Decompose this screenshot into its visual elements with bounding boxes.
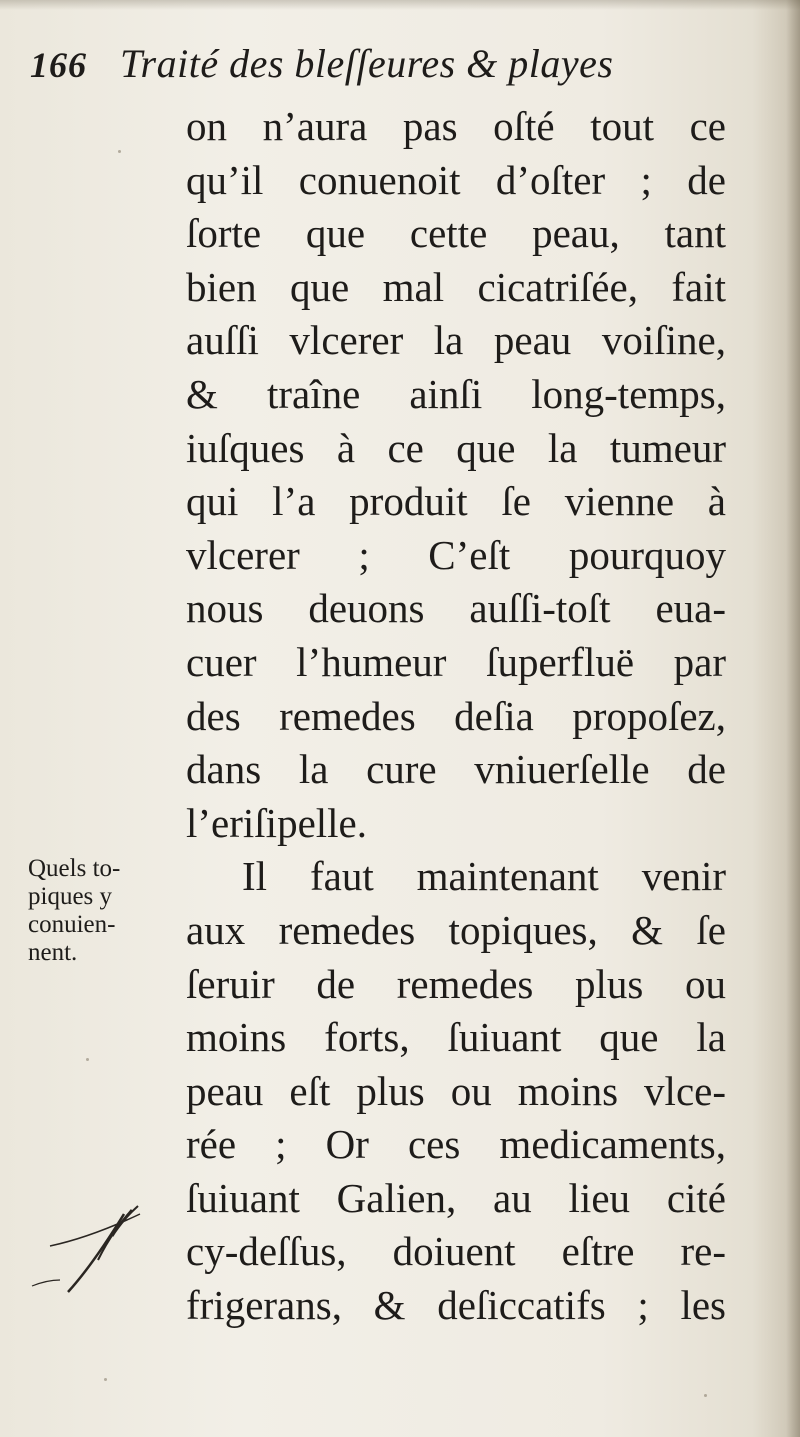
text-line: cy-deſſus, doiuent eſtre re- — [186, 1228, 726, 1275]
top-edge-shadow — [0, 0, 800, 10]
text-line: & traîne ainſi long-temps, — [186, 370, 726, 417]
text-line: auſſi vlcerer la peau voiſine, — [186, 317, 726, 364]
text-line: rée ; Or ces medicaments, — [186, 1121, 726, 1168]
text-line: on n’aura pas oſté tout ce — [186, 103, 726, 149]
text-line: qui l’a produit ſe vienne à — [186, 478, 726, 525]
paper-speck — [104, 1378, 107, 1381]
text-line: Il faut maintenant venir — [242, 853, 726, 900]
text-line: iuſques à ce que la tumeur — [186, 424, 726, 471]
margin-note-line: nent. — [28, 939, 78, 966]
binding-edge-shadow — [786, 0, 800, 1437]
text-line: nous deuons auſſi-toſt eua- — [186, 585, 726, 632]
handwritten-flourish-mark — [28, 1200, 168, 1300]
text-line: vlcerer ; C’eſt pourquoy — [186, 531, 726, 578]
text-line: moins forts, ſuiuant que la — [186, 1014, 726, 1061]
margin-note-line: piques y — [28, 883, 113, 910]
text-line: ſeruir de remedes plus ou — [186, 960, 726, 1007]
paper-speck — [118, 150, 121, 153]
margin-note-line: Quels to- — [28, 855, 121, 882]
page-number: 166 — [30, 45, 87, 85]
paper-speck — [704, 1394, 707, 1397]
running-head: Traité des bleſſeures & playes — [120, 41, 614, 86]
text-line: qu’il conuenoit d’oſter ; de — [186, 156, 726, 203]
text-line: ſorte que cette peau, tant — [186, 210, 726, 257]
text-line: des remedes deſia propoſez, — [186, 692, 726, 739]
text-line: cuer l’humeur ſuperfluë par — [186, 638, 726, 685]
margin-note — [28, 855, 120, 967]
text-line: aux remedes topiques, & ſe — [186, 906, 726, 953]
text-line: bien que mal cicatriſée, fait — [186, 263, 726, 310]
text-line: dans la cure vniuerſelle de — [186, 746, 726, 793]
body-text — [186, 100, 726, 1333]
text-line: peau eſt plus ou moins vlce- — [186, 1067, 726, 1114]
text-line: ſuiuant Galien, au lieu cité — [186, 1174, 726, 1221]
paper-speck — [86, 1058, 89, 1061]
text-line: l’eriſipelle. — [186, 799, 367, 846]
text-line: frigerans, & deſiccatifs ; les — [186, 1282, 726, 1329]
margin-note-line: conuien- — [28, 911, 116, 938]
